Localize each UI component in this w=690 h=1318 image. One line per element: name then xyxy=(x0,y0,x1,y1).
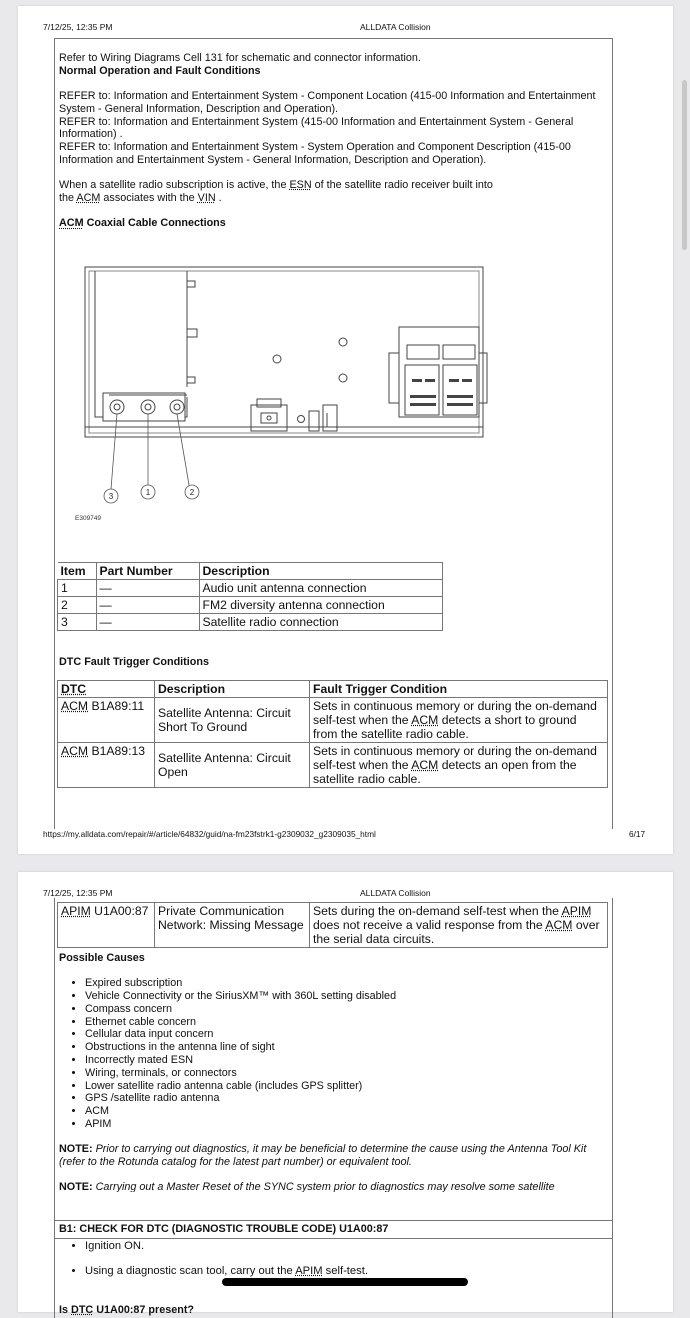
list-item: • ACM xyxy=(85,1105,608,1118)
causes-list xyxy=(59,977,608,1131)
section-heading-dtc: DTC Fault Trigger Conditions xyxy=(59,656,209,668)
abbr-acm[interactable]: ACM xyxy=(61,699,89,713)
print-site-title: ALLDATA Collision xyxy=(360,888,431,898)
diagnostic-step-b1 xyxy=(59,1223,608,1236)
document-page-1 xyxy=(18,6,673,854)
document-page-2 xyxy=(18,872,673,1317)
dtc-table xyxy=(57,680,608,788)
list-item: • Expired subscription xyxy=(85,977,608,990)
list-item: • Wiring, terminals, or connectors xyxy=(85,1067,608,1080)
article-body xyxy=(59,52,608,230)
footer-page-number: 6/17 xyxy=(629,829,646,839)
article-frame xyxy=(54,38,613,829)
abbr-acm-heading[interactable]: ACM xyxy=(59,217,84,230)
list-item: • Incorrectly mated ESN xyxy=(85,1054,608,1067)
step-list xyxy=(59,1240,608,1278)
print-timestamp: 7/12/25, 12:35 PM xyxy=(43,22,113,32)
dtc-header-condition: Fault Trigger Condition xyxy=(310,681,608,698)
wiring-reference: Refer to Wiring Diagrams Cell 131 for schematic and connector information. xyxy=(59,52,421,64)
abbr-apim[interactable]: APIM xyxy=(61,904,91,918)
refer-link-component-location[interactable]: REFER to: Information and Entertainment System - Component Location (415-00 Information and Entertainment System - General Information, Description and Operation). xyxy=(59,90,596,115)
list-item: • Cellular data input concern xyxy=(85,1028,608,1041)
acm-connector-diagram xyxy=(77,257,497,537)
article-frame xyxy=(54,898,613,1318)
dtc-header-description: Description xyxy=(155,681,310,698)
list-item: • Vehicle Connectivity or the SiriusXM™ with 360L setting disabled xyxy=(85,990,608,1003)
abbr-acm[interactable]: ACM xyxy=(61,744,89,758)
print-site-title: ALLDATA Collision xyxy=(360,22,431,32)
parts-header-part-number: Part Number xyxy=(96,563,199,580)
abbr-dtc[interactable]: DTC xyxy=(71,1304,94,1317)
callout-3: 3 xyxy=(108,492,114,501)
note-antenna-tool-kit: NOTE: Prior to carrying out diagnostics, it may be beneficial to determine the cause using the Antenna Tool Kit (refer to the Rotunda catalog for the latest part number) or equivalent tool. xyxy=(59,1143,587,1169)
abbr-acm[interactable]: ACM xyxy=(76,192,101,205)
list-item: • Ethernet cable concern xyxy=(85,1016,608,1029)
dtc-header-dtc: DTC xyxy=(58,681,155,698)
table-row: ACM B1A89:11 Satellite Antenna: Circuit Short To Ground Sets in continuous memory or during the on-demand self-test when the ACM detects a short to ground from the satellite radio cable. xyxy=(58,698,608,743)
note-master-reset: NOTE: Carrying out a Master Reset of the SYNC system prior to diagnostics may resolve some satellite xyxy=(59,1181,555,1193)
table-row: APIM U1A00:87 Private Communication Network: Missing Message Sets during the on-demand self-test when the APIM does not receive a valid response from the ACM over the serial data circuits. xyxy=(58,903,608,948)
list-item: • Lower satellite radio antenna cable (includes GPS splitter) xyxy=(85,1080,608,1093)
list-item: • Compass concern xyxy=(85,1003,608,1016)
abbr-vin[interactable]: VIN xyxy=(197,192,216,205)
section-heading-coax: ACM Coaxial Cable Connections xyxy=(59,217,226,230)
parts-header-item: Item xyxy=(58,563,97,580)
step-heading-b1: B1: CHECK FOR DTC (DIAGNOSTIC TROUBLE CODE) U1A00:87 xyxy=(59,1223,389,1235)
figure-id: E309749 xyxy=(75,515,102,522)
table-row: ACM B1A89:13 Satellite Antenna: Circuit Open Sets in continuous memory or during the on-demand self-test when the ACM detects an open from the satellite radio cable. xyxy=(58,743,608,788)
esn-paragraph: When a satellite radio subscription is active, the ESN of the satellite radio receiver built into the ACM associates with the VIN . xyxy=(59,179,493,205)
refer-link-system-operation[interactable]: REFER to: Information and Entertainment System - System Operation and Component Description (415-00 Information and Entertainment System - General Information, Description and Operation). xyxy=(59,141,571,167)
list-item: • Using a diagnostic scan tool, carry out the APIM self-test. xyxy=(85,1265,608,1278)
footer-url: https://my.alldata.com/repair/#/article/64832/guid/na-fm23fstrk1-g2309032_g2309035_html xyxy=(43,829,376,839)
dtc-table-continued xyxy=(57,902,608,948)
table-row: 2 — FM2 diversity antenna connection xyxy=(58,597,443,614)
list-item: • GPS /satellite radio antenna xyxy=(85,1092,608,1105)
step-question: Is DTC U1A00:87 present? xyxy=(59,1304,195,1317)
list-item: • Obstructions in the antenna line of sight xyxy=(85,1041,608,1054)
list-item: • Ignition ON. xyxy=(85,1240,608,1253)
section-heading-possible-causes: Possible Causes xyxy=(59,952,145,964)
possible-causes-section xyxy=(59,952,608,1192)
callout-2: 2 xyxy=(189,488,195,497)
scrollbar-thumb[interactable] xyxy=(682,80,687,250)
section-heading-normal-operation: Normal Operation and Fault Conditions xyxy=(59,64,261,77)
list-item: • APIM xyxy=(85,1118,608,1131)
abbr-esn[interactable]: ESN xyxy=(289,179,312,192)
abbr-apim[interactable]: APIM xyxy=(295,1264,323,1277)
parts-table xyxy=(57,562,443,631)
parts-header-description: Description xyxy=(199,563,443,580)
home-indicator[interactable] xyxy=(222,1278,468,1286)
print-timestamp: 7/12/25, 12:35 PM xyxy=(43,888,113,898)
refer-link-system[interactable]: REFER to: Information and Entertainment System (415-00 Information and Entertainment System - General Information) . xyxy=(59,115,574,141)
table-row: 3 — Satellite radio connection xyxy=(58,614,443,631)
callout-1: 1 xyxy=(145,488,151,497)
table-row: 1 — Audio unit antenna connection xyxy=(58,580,443,597)
